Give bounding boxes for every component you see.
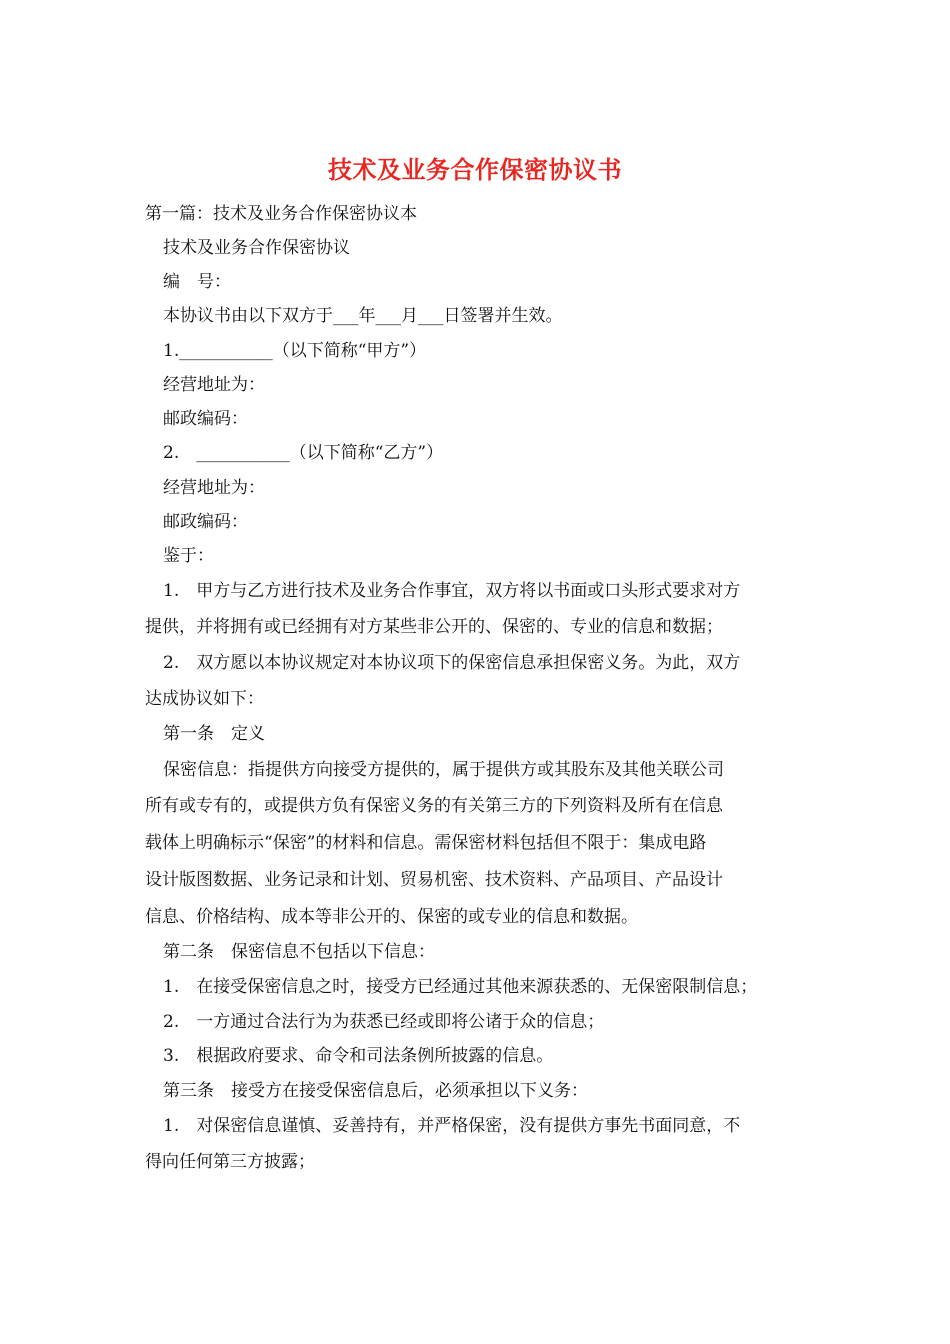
text-line: 本协议书由以下双方于___年___月___日签署并生效。 [163, 306, 563, 326]
text-line: 载体上明确标示“保密”的材料和信息。需保密材料包括但不限于：集成电路 [145, 833, 707, 853]
document-title: 技术及业务合作保密协议书 [328, 155, 622, 184]
text-line: 达成协议如下： [145, 689, 264, 709]
text-line: 得向任何第三方披露； [145, 1152, 315, 1172]
text-line: 1. 对保密信息谨慎、妥善持有，并严格保密，没有提供方事先书面同意，不 [163, 1116, 741, 1136]
text-line: 鉴于： [163, 546, 214, 566]
text-line: 第二条 保密信息不包括以下信息： [163, 942, 435, 962]
text-line: 第一条 定义 [163, 724, 265, 744]
text-line: 1. 甲方与乙方进行技术及业务合作事宜，双方将以书面或口头形式要求对方 [163, 581, 741, 601]
text-line: 设计版图数据、业务记录和计划、贸易机密、技术资料、产品项目、产品设计 [145, 870, 723, 890]
text-line: 2. ___________（以下简称“乙方”） [163, 443, 444, 463]
text-line: 保密信息：指提供方向接受方提供的，属于提供方或其股东及其他关联公司 [163, 760, 724, 780]
text-line: 邮政编码： [163, 409, 248, 429]
text-line: 第三条 接受方在接受保密信息后，必须承担以下义务： [163, 1081, 588, 1101]
text-line: 邮政编码： [163, 512, 248, 532]
text-line: 2. 一方通过合法行为为获悉已经或即将公诸于众的信息； [163, 1012, 605, 1032]
text-line: 1.___________（以下简称“甲方”） [163, 341, 427, 361]
text-line: 编 号： [163, 272, 231, 292]
text-line: 技术及业务合作保密协议 [163, 238, 350, 258]
text-line: 第一篇：技术及业务合作保密协议本 [145, 204, 417, 224]
text-line: 1. 在接受保密信息之时，接受方已经通过其他来源获悉的、无保密限制信息； [163, 977, 758, 997]
text-line: 2. 双方愿以本协议规定对本协议项下的保密信息承担保密义务。为此，双方 [163, 653, 741, 673]
text-line: 经营地址为： [163, 478, 265, 498]
text-line: 提供，并将拥有或已经拥有对方某些非公开的、保密的、专业的信息和数据； [145, 617, 723, 637]
text-line: 经营地址为： [163, 375, 265, 395]
text-line: 信息、价格结构、成本等非公开的、保密的或专业的信息和数据。 [145, 907, 638, 927]
text-line: 3. 根据政府要求、命令和司法条例所披露的信息。 [163, 1046, 554, 1066]
text-line: 所有或专有的，或提供方负有保密义务的有关第三方的下列资料及所有在信息 [145, 796, 723, 816]
